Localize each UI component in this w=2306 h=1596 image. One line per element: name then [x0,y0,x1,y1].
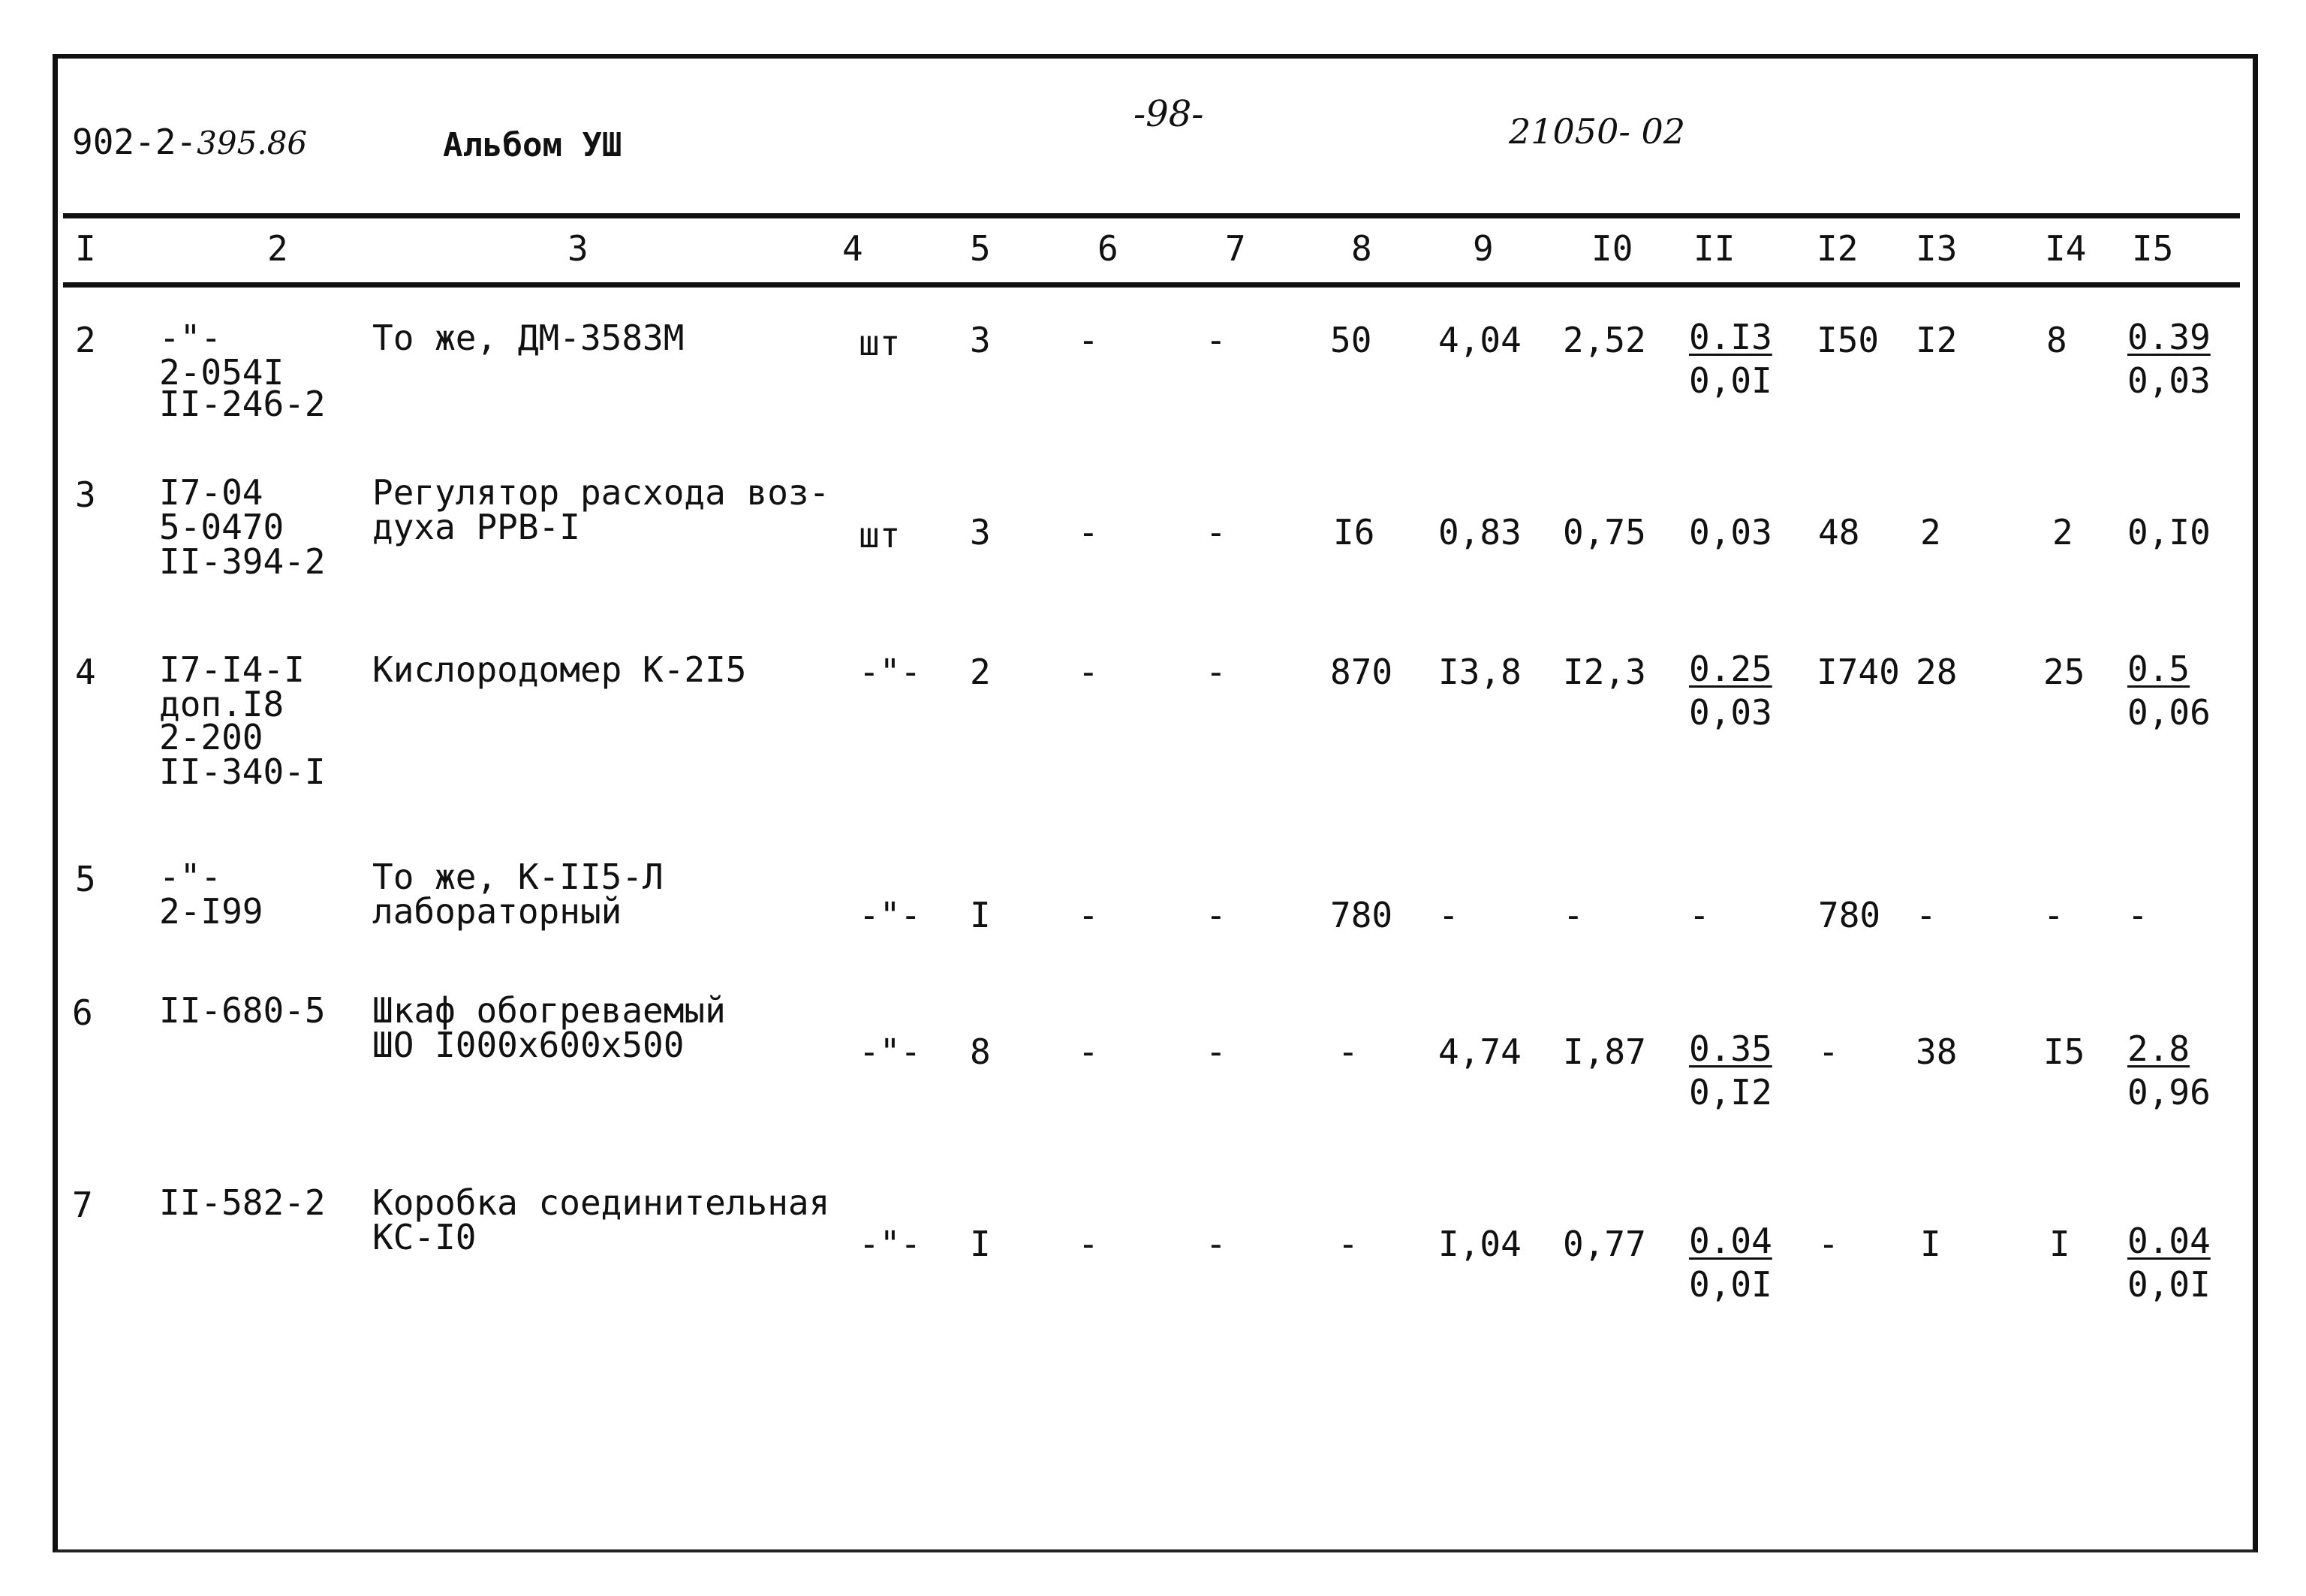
col-header-13: I3 [1916,228,1958,269]
row-number: 3 [75,474,96,515]
header-rule-bottom [63,282,2240,288]
row-unit: шт [859,323,901,363]
row-col15-top: 0.04 [2127,1221,2211,1261]
row-col14: I5 [2043,1031,2085,1072]
row-code-line: II-394-2 [159,541,326,582]
row-col15 [2127,510,2211,554]
row-qty: 2 [970,652,991,692]
row-col15-bottom: 0,06 [2127,692,2211,733]
row-col13: I [1920,1224,1941,1264]
row-col11-top: 0.I3 [1689,317,1772,357]
row-col6: - [1078,652,1099,692]
row-col10: 2,52 [1563,320,1646,360]
col-header-1: I [75,228,96,269]
row-col7: - [1206,652,1227,692]
row-col9: I3,8 [1438,652,1522,692]
row-col7: - [1206,895,1227,935]
row-col12: - [1818,1224,1839,1264]
row-code-line: 2-200 [159,717,263,757]
row-col13: 2 [1920,512,1941,553]
row-qty: 3 [970,320,991,360]
col-header-14: I4 [2045,228,2087,269]
row-col15-top: 0.39 [2127,317,2211,357]
col-header-5: 5 [970,228,991,269]
row-col15 [2127,1219,2211,1306]
row-unit: -"- [859,652,922,692]
page-number: -98- [1133,93,1204,135]
row-col6: - [1078,895,1099,935]
row-col10: 0,75 [1563,512,1646,553]
col-header-15: I5 [2132,228,2174,269]
row-qty: 8 [970,1031,991,1072]
row-col8: 780 [1330,895,1393,935]
row-col15-bottom: 0,96 [2127,1072,2211,1113]
row-qty: 3 [970,512,991,553]
row-col15 [2127,893,2148,937]
row-col11-bottom: 0,I2 [1689,1072,1772,1113]
row-col11-top: 0.35 [1689,1028,1772,1069]
row-col8: I6 [1333,512,1375,553]
row-col11 [1689,1219,1772,1306]
col-header-6: 6 [1097,228,1118,269]
row-col9: - [1438,895,1459,935]
col-header-10: I0 [1591,228,1633,269]
document-code [72,122,307,162]
row-col11-top: 0,03 [1689,512,1772,553]
row-col7: - [1206,1224,1227,1264]
row-col15 [2127,315,2211,402]
row-col14: 25 [2043,652,2085,692]
row-col13: - [1916,895,1937,935]
row-col8: 50 [1330,320,1372,360]
row-col7: - [1206,512,1227,553]
col-header-3: 3 [567,228,589,269]
row-unit: -"- [859,1031,922,1072]
row-col6: - [1078,320,1099,360]
row-name-line: лабораторный [372,891,622,932]
header-rule-top [63,213,2240,218]
row-name-line: Коробка соединительная [372,1182,830,1223]
row-qty: I [970,895,991,935]
row-name-line: ШО I000x600x500 [372,1025,685,1065]
row-col12: 780 [1818,895,1881,935]
row-name-line: Кислородомер К-2I5 [372,649,747,690]
row-col11-top: 0.25 [1689,649,1772,689]
row-number: 4 [75,652,96,692]
row-unit: -"- [859,895,922,935]
row-number: 6 [72,992,93,1033]
row-number: 7 [72,1185,93,1225]
row-number: 5 [75,859,96,899]
document-number: 21050- 02 [1509,111,1686,152]
row-col12: 48 [1818,512,1860,553]
row-col15-top: 0.5 [2127,649,2190,689]
row-col7: - [1206,1031,1227,1072]
col-header-7: 7 [1225,228,1246,269]
row-unit: шт [859,515,901,556]
row-col11 [1689,893,1710,937]
row-col12: - [1818,1031,1839,1072]
col-header-12: I2 [1817,228,1859,269]
row-col11 [1689,315,1772,402]
row-code-line: II-680-5 [159,990,326,1031]
row-col11-bottom: 0,0I [1689,1264,1772,1305]
row-col14: 8 [2046,320,2067,360]
col-header-11: II [1693,228,1736,269]
row-name-line: Регулятор расхода воз- [372,472,830,513]
row-col12: I740 [1817,652,1900,692]
col-header-8: 8 [1351,228,1372,269]
row-col6: - [1078,1224,1099,1264]
row-col14: - [2043,895,2064,935]
row-code-line: 5-0470 [159,507,284,547]
row-col15-bottom: 0,0I [2127,1264,2211,1305]
row-col10: 0,77 [1563,1224,1646,1264]
row-col11-top: - [1689,895,1710,935]
row-col11 [1689,647,1772,734]
row-col9: 4,04 [1438,320,1522,360]
row-col6: - [1078,512,1099,553]
row-number: 2 [75,320,96,360]
row-name-line: Шкаф обогреваемый [372,990,726,1031]
row-col9: I,04 [1438,1224,1522,1264]
page-frame [53,54,2258,1552]
row-col7: - [1206,320,1227,360]
row-col12: I50 [1817,320,1880,360]
row-col9: 0,83 [1438,512,1522,553]
row-col11-bottom: 0,03 [1689,692,1772,733]
row-col11-bottom: 0,0I [1689,360,1772,401]
row-name-line: КС-I0 [372,1217,477,1257]
row-col15 [2127,1027,2211,1114]
col-header-4: 4 [842,228,863,269]
row-code-line: доп.I8 [159,684,284,724]
document-code-prefix: 902-2- [72,122,197,162]
row-code-line: II-246-2 [159,384,326,424]
row-col13: 28 [1916,652,1958,692]
row-col10: I2,3 [1563,652,1646,692]
row-col10: I,87 [1563,1031,1646,1072]
row-col13: 38 [1916,1031,1958,1072]
row-qty: I [970,1224,991,1264]
row-code-line: 2-054I [159,352,284,393]
row-col11-top: 0.04 [1689,1221,1772,1261]
row-col8: - [1338,1224,1359,1264]
row-col11 [1689,1027,1772,1114]
row-col13: I2 [1916,320,1958,360]
row-col9: 4,74 [1438,1031,1522,1072]
row-col8: 870 [1330,652,1393,692]
col-header-2: 2 [267,228,288,269]
document-code-handwritten: 395.86 [197,125,308,161]
row-code-line: I7-04 [159,472,263,513]
row-col11 [1689,510,1772,554]
row-col15-bottom: 0,03 [2127,360,2211,401]
row-col15 [2127,647,2211,734]
row-name-line: То же, К-II5-Л [372,857,664,897]
row-col14: 2 [2052,512,2073,553]
row-unit: -"- [859,1224,922,1264]
row-code-line: 2-I99 [159,891,263,932]
row-col15-top: - [2127,895,2148,935]
row-name-line: духа РРВ-I [372,507,580,547]
row-col14: I [2049,1224,2070,1264]
row-code-line: II-340-I [159,751,326,792]
col-header-9: 9 [1473,228,1494,269]
row-col10: - [1563,895,1584,935]
row-col6: - [1078,1031,1099,1072]
row-code-line: I7-I4-I [159,649,305,690]
row-col15-top: 2.8 [2127,1028,2190,1069]
row-code-line: -"- [159,857,222,897]
row-name-line: То же, ДМ-3583М [372,318,685,358]
row-code-line: -"- [159,318,222,358]
row-code-line: II-582-2 [159,1182,326,1223]
row-col8: - [1338,1031,1359,1072]
album-title: Альбом УШ [443,126,622,164]
row-col15-top: 0,I0 [2127,512,2211,553]
